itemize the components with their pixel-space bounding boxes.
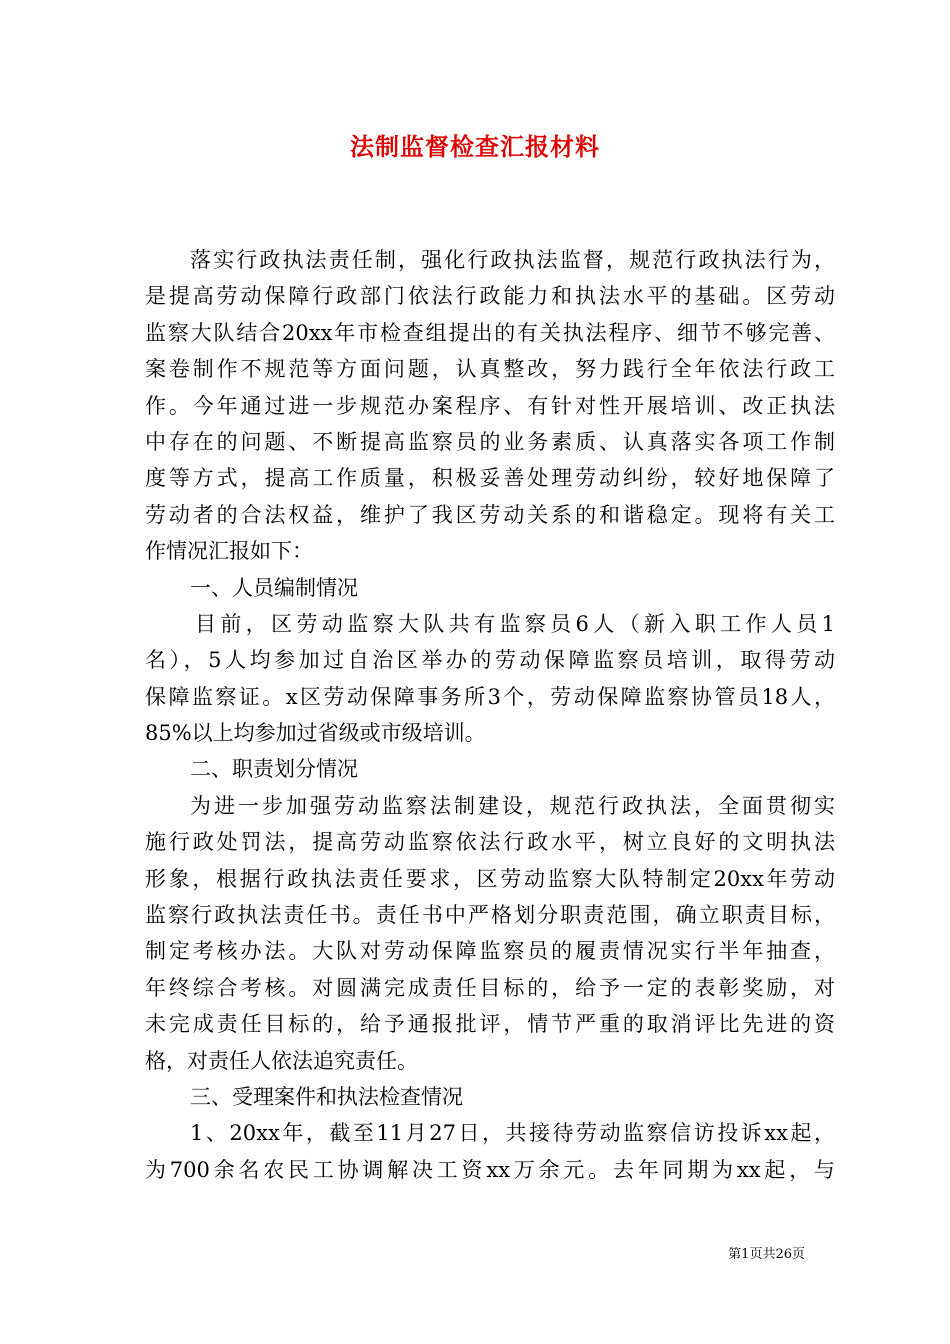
text-line: 案卷制作不规范等方面问题，认真整改，努力践行全年依法行政工 [145, 357, 835, 382]
text-line: 劳动者的合法权益，维护了我区劳动关系的和谐稳定。现将有关工 [145, 502, 835, 527]
text-line: 1、20xx年，截至11月27日，共接待劳动监察信访投诉xx起， [190, 1121, 835, 1146]
text-line: 制定考核办法。大队对劳动保障监察员的履责情况实行半年抽查， [145, 939, 835, 964]
page-indicator: 第1页共26页 [728, 1247, 805, 1262]
text-line: 目前，区劳动监察大队共有监察员6人（新入职工作人员1 [195, 611, 835, 636]
document-title: 法制监督检查汇报材料 [350, 132, 600, 161]
text-line: 名），5人均参加过自治区举办的劳动保障监察员培训，取得劳动 [145, 648, 835, 673]
section-heading: 二、职责划分情况 [190, 757, 358, 782]
text-line: 中存在的问题、不断提高监察员的业务素质、认真落实各项工作制 [145, 429, 835, 454]
text-line: 度等方式，提高工作质量，积极妥善处理劳动纠纷，较好地保障了 [145, 466, 835, 491]
text-line: 作。今年通过进一步规范办案程序、有针对性开展培训、改正执法 [145, 393, 835, 418]
section-heading: 三、受理案件和执法检查情况 [190, 1084, 463, 1109]
text-line: 为进一步加强劳动监察法制建设，规范行政执法，全面贯彻实 [190, 793, 835, 818]
text-line: 是提高劳动保障行政部门依法行政能力和执法水平的基础。区劳动 [145, 284, 835, 309]
document-body [145, 242, 835, 1188]
text-line: 为700余名农民工协调解决工资xx万余元。去年同期为xx起，与 [145, 1157, 835, 1182]
text-line: 作情况汇报如下： [145, 539, 313, 564]
text-line: 85%以上均参加过省级或市级培训。 [145, 721, 486, 746]
text-line: 格，对责任人依法追究责任。 [145, 1048, 418, 1073]
text-line: 保障监察证。x区劳动保障事务所3个，劳动保障监察协管员18人， [145, 684, 835, 709]
text-line: 形象，根据行政执法责任要求，区劳动监察大队特制定20xx年劳动 [145, 866, 835, 891]
text-line: 落实行政执法责任制，强化行政执法监督，规范行政执法行为， [190, 248, 835, 272]
section-heading: 一、人员编制情况 [190, 575, 358, 600]
text-line: 监察行政执法责任书。责任书中严格划分职责范围，确立职责目标， [145, 903, 835, 928]
text-line: 未完成责任目标的，给予通报批评，情节严重的取消评比先进的资 [145, 1012, 835, 1037]
text-line: 施行政处罚法，提高劳动监察依法行政水平，树立良好的文明执法 [145, 830, 835, 855]
text-line: 年终综合考核。对圆满完成责任目标的，给予一定的表彰奖励，对 [145, 975, 835, 1000]
text-line: 监察大队结合20xx年市检查组提出的有关执法程序、细节不够完善、 [145, 320, 835, 345]
